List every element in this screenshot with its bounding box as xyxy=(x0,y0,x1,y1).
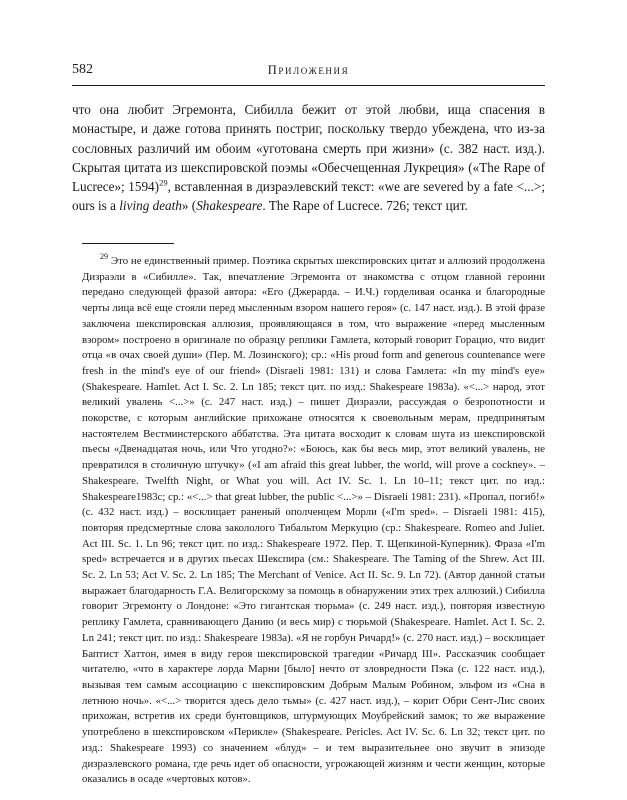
footnote-number: 29 xyxy=(100,252,108,262)
footnote-paragraph xyxy=(82,254,545,788)
page-number: 582 xyxy=(72,62,93,77)
footnote-rule xyxy=(82,243,174,244)
italic-phrase: living death xyxy=(119,198,182,214)
page-header xyxy=(72,61,545,79)
footnote xyxy=(82,254,545,788)
footnote-text: Это не единственный пример. Поэтика скрытых шекспировских цитат и аллюзий продолжена Дизраэли в «Сибилле». Так, впечатление Эгремонта от знакомства с отцом главной героини передано следующей фразой автора: «Его (Джерарда. – И.Ч.) горделивая осанка и благородные черты лица всё еще стояли перед мысленным взором нашего героя» (с. 147 наст. изд.). В этой фразе заключена шекспировская аллюзия, проявляющаяся в том, что выражение «перед мысленным взором» построено в оригинале по образцу реплики Гамлета, который говорит Горацио, что видит отца «в очах своей души» (Пер. М. Лозинского); ср.: «His proud form and generous countenance were fresh in the mind's eye of our friend» (Disraeli 1981: 131) и слова Гамлета: «In my mind's eye» (Shakespeare. Hamlet. Act I. Sc. 2. Ln 185; текст цит. по изд.: Shakespeare 1983a). «<...> народ, этот великий увалень <...>» (с. 247 наст. изд.) – пишет Дизраэли, рассуждая о безропотности и покорстве, с которым английские прихожане относятся к своевольным мерам, предпринятым настоятелем Вестминстерского аббатства. Эта цитата восходит к словам шута из шекспировской пьесы «Двенадцатая ночь, или Что угодно?»: «Боюсь, как бы весь мир, этот великий увалень, не превратился в столичную штучку» («I am afraid this great lubber, the world, will prove a cockney». – Shakespeare. Twelfth Night, or What you will. Act IV. Sc. 1. Ln 10–11; текст цит. по изд.: Shakespeare1983c; ср.: «<...> that great lubber, the public <...>» – Disraeli 1981: 231). «Пропал, погиб!» (с. 432 наст. изд.) – восклицает раненый ополченцем Морли («I'm sped». – Disraeli 1981: 415), повторяя предсмертные слова закололого Тибальтом Меркуцио (ср.: Shakespeare. Romeo and Juliet. Act III. Sc. 1. Ln 96; текст цит. по изд.: Shakespeare 1972. Пер. Т. Щепкиной-Куперник). Фраза «I'm sped» встречается и в других пьесах Шекспира (см.: Shakespeare. The Taming of the Shrew. Act III. Sc. 2. Ln 53; Act V. Sc. 2. Ln 185; The Merchant of Venice. Act II. Sc. 9. Ln 72). (Автор данной статьи выражает благодарность Г.А. Велигорскому за помощь в обнаружении этих трех аллюзий.) Сибилла говорит Эгремонту о Лондоне: «Это гигантская тюрьма» (с. 249 наст. изд.), повторяя известную реплику Гамлета, сравнивающего Данию (и весь мир) с тюрьмой (Shakespeare. Hamlet. Act I. Sc. 2. Ln 241; текст цит. по изд.: Shakespeare 1983a). «Я не горбун Ричард!» (с. 270 наст. изд.) – восклицает Баптист Хаттон, имея в виду героя шекспировской трагедии «Ричард III». Рассказчик сообщает читателю, «что в характере лорда Марни [было] нечто от зловредности Пэка (с. 122 наст. изд.), вызывая тем самым ассоциацию с шекспировским Добрым Малым Робином, эльфом из «Сна в летнюю ночь». «<...> творится здесь дело тьмы» (с. 427 наст. изд.), – корит Обри Сент-Лис своих прихожан, встретив их среди бунтовщиков, штурмующих Моубрейский замок; то же выражение употреблено в шекспировском «Перикле» (Shakespeare. Pericles. Act IV. Sc. 6. Ln 32; текст цит. по изд.: Shakespeare 1993) со значением «блуд» – и тем выразительнее оно звучит в эпизоде дизраэлевского романа, где речь идет об опасности, угрожающей жизням и чести женщин, которые оказались в осаде «чертовых котов». xyxy=(82,255,545,786)
footnote-reference: 29 xyxy=(159,177,168,188)
italic-author: Shakespeare xyxy=(196,198,263,214)
main-paragraph: что она любит Эгремонта, Сибилла бежит от этой любви, ища спасения в монастыре, и даже готова принять постриг, поскольку твердо убеждена, что из-за сословных различий им обоим «уготована смерть при жизни» (с. 382 наст. изд.). Скрытая цитата из шекспировской поэмы «Обесчещенная Лукреция» («The Rape of Lucrece»; 1594)$^{29}$, вставленная в дизраэлевский текст: «we are severed by a fate <...>; ours is a living death» (Shakespeare. The Rape of Lucrece. 726; текст цит. xyxy=(72,102,545,214)
running-head: Приложения xyxy=(267,63,350,77)
header-rule xyxy=(72,85,545,86)
main-text xyxy=(72,100,545,216)
